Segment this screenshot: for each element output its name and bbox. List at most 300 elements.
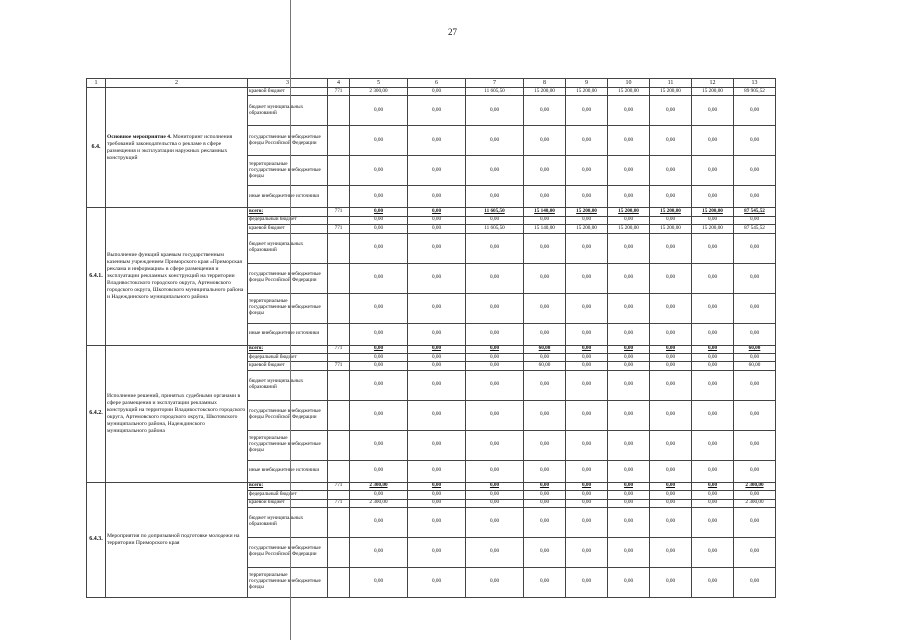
header-cell-2: 2	[106, 79, 248, 88]
amount-cell: 0,00	[408, 400, 466, 430]
amount-cell: 89 905,52	[734, 88, 776, 96]
amount-cell: 0,00	[608, 233, 650, 263]
amount-cell: 0,00	[466, 263, 524, 293]
amount-cell: 0,00	[734, 293, 776, 323]
amount-cell: 0,00	[650, 353, 692, 361]
funding-source: федеральный бюджет	[248, 491, 328, 499]
measure-description: Выполнение функций краевым государственным казенным учреждением Приморского края «Приморская реклама и информация» в сфере размещения и эксплуатации рекламных конструкций на территории Владивостокского городского округа, Артемовского городского округа, Шкотовского муниципального района и Надеждинского муниципального района	[106, 208, 248, 345]
funding-source: краевой бюджет	[248, 362, 328, 370]
amount-cell: 0,00	[608, 400, 650, 430]
header-row	[87, 79, 776, 88]
amount-cell: 0,00	[350, 186, 408, 208]
funding-source: краевой бюджет	[248, 225, 328, 233]
amount-cell: 0,00	[524, 126, 566, 156]
amount-cell: 0,00	[350, 430, 408, 460]
amount-cell: 0,00	[650, 499, 692, 507]
amount-cell: 0,00	[650, 482, 692, 490]
admin-code	[328, 353, 350, 361]
amount-cell: 0,00	[734, 353, 776, 361]
amount-cell: 0,00	[524, 460, 566, 482]
amount-cell: 0,00	[524, 400, 566, 430]
amount-cell: 11 605,50	[466, 88, 524, 96]
amount-cell: 0,00	[466, 293, 524, 323]
amount-cell: 0,00	[350, 537, 408, 567]
amount-cell: 0,00	[524, 186, 566, 208]
amount-cell: 0,00	[466, 370, 524, 400]
amount-cell: 0,00	[608, 507, 650, 537]
amount-cell: 0,00	[466, 96, 524, 126]
amount-cell: 15 200,00	[650, 225, 692, 233]
amount-cell: 0,00	[608, 96, 650, 126]
amount-cell: 0,00	[650, 233, 692, 263]
amount-cell: 0,00	[408, 208, 466, 216]
amount-cell: 0,00	[566, 370, 608, 400]
amount-cell: 0,00	[650, 156, 692, 186]
header-cell-4: 4	[328, 79, 350, 88]
amount-cell: 0,00	[650, 507, 692, 537]
amount-cell: 0,00	[524, 499, 566, 507]
amount-cell: 0,00	[350, 208, 408, 216]
amount-cell: 0,00	[408, 430, 466, 460]
amount-cell: 60,00	[734, 345, 776, 353]
amount-cell: 0,00	[408, 225, 466, 233]
amount-cell: 0,00	[650, 126, 692, 156]
amount-cell: 15 200,00	[692, 88, 734, 96]
header-cell-12: 12	[692, 79, 734, 88]
amount-cell: 0,00	[466, 460, 524, 482]
amount-cell: 0,00	[692, 216, 734, 224]
amount-cell: 0,00	[350, 491, 408, 499]
amount-cell: 0,00	[650, 400, 692, 430]
amount-cell: 0,00	[350, 370, 408, 400]
funding-source: федеральный бюджет	[248, 216, 328, 224]
admin-code	[328, 233, 350, 263]
amount-cell: 0,00	[408, 216, 466, 224]
description-bold-prefix: Основное мероприятие 4.	[107, 133, 172, 140]
amount-cell: 0,00	[650, 323, 692, 345]
amount-cell: 0,00	[466, 507, 524, 537]
header-cell-8: 8	[524, 79, 566, 88]
amount-cell: 0,00	[524, 323, 566, 345]
amount-cell: 0,00	[466, 126, 524, 156]
admin-code	[328, 567, 350, 597]
amount-cell: 0,00	[466, 323, 524, 345]
measure-description: Исполнение решений, принятых судебными органами в сфере размещения и эксплуатации рекламных конструкций на территории Владивостокского городского округа, Артемовского городского округа, Шкотовского муниципального района, Надеждинского муниципального района	[106, 345, 248, 482]
amount-cell: 0,00	[408, 345, 466, 353]
amount-cell: 0,00	[734, 233, 776, 263]
amount-cell: 0,00	[408, 293, 466, 323]
amount-cell: 0,00	[408, 263, 466, 293]
amount-cell: 0,00	[734, 96, 776, 126]
amount-cell: 0,00	[524, 96, 566, 126]
amount-cell: 0,00	[408, 499, 466, 507]
amount-cell: 0,00	[524, 537, 566, 567]
amount-cell: 0,00	[408, 491, 466, 499]
amount-cell: 15 200,00	[608, 88, 650, 96]
amount-cell: 0,00	[466, 491, 524, 499]
header-cell-13: 13	[734, 79, 776, 88]
amount-cell: 15 200,00	[650, 88, 692, 96]
amount-cell: 0,00	[650, 216, 692, 224]
amount-cell: 0,00	[608, 430, 650, 460]
amount-cell: 0,00	[734, 537, 776, 567]
amount-cell: 0,00	[408, 233, 466, 263]
amount-cell: 0,00	[566, 430, 608, 460]
amount-cell: 0,00	[350, 156, 408, 186]
amount-cell: 0,00	[734, 491, 776, 499]
amount-cell: 0,00	[692, 126, 734, 156]
funding-source: государственные внебюджетные фонды Российской Федерации	[248, 537, 328, 567]
amount-cell: 0,00	[692, 96, 734, 126]
measure-code: 6.4.1.	[87, 208, 106, 345]
amount-cell: 0,00	[566, 537, 608, 567]
amount-cell: 0,00	[566, 362, 608, 370]
amount-cell: 0,00	[692, 186, 734, 208]
amount-cell: 0,00	[608, 216, 650, 224]
binding-line	[290, 0, 291, 640]
amount-cell: 0,00	[566, 353, 608, 361]
amount-cell: 0,00	[734, 430, 776, 460]
amount-cell: 0,00	[566, 460, 608, 482]
amount-cell: 0,00	[408, 460, 466, 482]
admin-code	[328, 370, 350, 400]
amount-cell: 0,00	[350, 233, 408, 263]
amount-cell: 0,00	[650, 263, 692, 293]
amount-cell: 0,00	[608, 126, 650, 156]
amount-cell: 15 140,00	[524, 208, 566, 216]
amount-cell: 0,00	[650, 460, 692, 482]
page-number: 27	[448, 27, 457, 37]
header-cell-9: 9	[566, 79, 608, 88]
amount-cell: 87 545,52	[734, 225, 776, 233]
funding-source: бюджет муниципальных образований	[248, 233, 328, 263]
amount-cell: 0,00	[692, 491, 734, 499]
amount-cell: 0,00	[566, 126, 608, 156]
amount-cell: 0,00	[734, 507, 776, 537]
funding-source: краевой бюджет	[248, 499, 328, 507]
amount-cell: 0,00	[466, 216, 524, 224]
amount-cell: 0,00	[650, 491, 692, 499]
amount-cell: 15 200,00	[608, 208, 650, 216]
amount-cell: 2 300,00	[350, 499, 408, 507]
header-cell-5: 5	[350, 79, 408, 88]
amount-cell: 0,00	[350, 293, 408, 323]
amount-cell: 0,00	[566, 156, 608, 186]
amount-cell: 0,00	[734, 126, 776, 156]
amount-cell: 0,00	[692, 400, 734, 430]
amount-cell: 0,00	[566, 491, 608, 499]
amount-cell: 0,00	[408, 482, 466, 490]
amount-cell: 0,00	[692, 507, 734, 537]
amount-cell: 0,00	[466, 345, 524, 353]
amount-cell: 0,00	[608, 460, 650, 482]
amount-cell: 0,00	[608, 263, 650, 293]
amount-cell: 0,00	[650, 430, 692, 460]
admin-code: 771	[328, 482, 350, 490]
amount-cell: 0,00	[734, 567, 776, 597]
amount-cell: 0,00	[608, 345, 650, 353]
amount-cell: 0,00	[566, 216, 608, 224]
admin-code	[328, 156, 350, 186]
admin-code	[328, 293, 350, 323]
amount-cell: 0,00	[408, 353, 466, 361]
amount-cell: 0,00	[350, 216, 408, 224]
amount-cell: 2 300,00	[350, 482, 408, 490]
amount-cell: 0,00	[408, 186, 466, 208]
amount-cell: 0,00	[608, 567, 650, 597]
amount-cell: 0,00	[466, 400, 524, 430]
amount-cell: 0,00	[566, 482, 608, 490]
amount-cell: 0,00	[524, 216, 566, 224]
admin-code	[328, 507, 350, 537]
amount-cell: 60,00	[524, 345, 566, 353]
header-cell-7: 7	[466, 79, 524, 88]
amount-cell: 0,00	[566, 345, 608, 353]
amount-cell: 0,00	[692, 537, 734, 567]
amount-cell: 15 140,00	[524, 225, 566, 233]
admin-code	[328, 430, 350, 460]
amount-cell: 11 605,50	[466, 225, 524, 233]
amount-cell: 0,00	[350, 126, 408, 156]
amount-cell: 0,00	[692, 293, 734, 323]
admin-code	[328, 460, 350, 482]
amount-cell: 0,00	[350, 96, 408, 126]
amount-cell: 0,00	[734, 460, 776, 482]
amount-cell: 2 300,00	[734, 482, 776, 490]
amount-cell: 0,00	[692, 460, 734, 482]
funding-source: государственные внебюджетные фонды Российской Федерации	[248, 263, 328, 293]
admin-code	[328, 216, 350, 224]
table-row	[87, 208, 776, 216]
amount-cell: 0,00	[524, 293, 566, 323]
amount-cell: 15 200,00	[566, 225, 608, 233]
amount-cell: 0,00	[524, 263, 566, 293]
header-cell-6: 6	[408, 79, 466, 88]
funding-source: бюджет муниципальных образований	[248, 370, 328, 400]
amount-cell: 11 605,50	[466, 208, 524, 216]
amount-cell: 0,00	[608, 156, 650, 186]
budget-table	[86, 78, 776, 598]
admin-code: 771	[328, 208, 350, 216]
table-row	[87, 345, 776, 353]
amount-cell: 0,00	[650, 293, 692, 323]
admin-code	[328, 263, 350, 293]
funding-source: территориальные государственные внебюджетные фонды	[248, 430, 328, 460]
admin-code	[328, 186, 350, 208]
amount-cell: 15 200,00	[566, 88, 608, 96]
amount-cell: 0,00	[350, 345, 408, 353]
amount-cell: 0,00	[408, 567, 466, 597]
amount-cell: 0,00	[734, 186, 776, 208]
amount-cell: 0,00	[650, 537, 692, 567]
amount-cell: 0,00	[692, 430, 734, 460]
amount-cell: 0,00	[524, 370, 566, 400]
admin-code: 771	[328, 499, 350, 507]
amount-cell: 0,00	[734, 370, 776, 400]
admin-code	[328, 491, 350, 499]
amount-cell: 0,00	[566, 323, 608, 345]
funding-source: краевой бюджет	[248, 88, 328, 96]
description-rest: Мониторинг исполнения требований законодательства о рекламе в сфере размещения и эксплуатации наружных рекламных конструкций	[107, 133, 233, 161]
amount-cell: 0,00	[408, 126, 466, 156]
amount-cell: 15 200,00	[524, 88, 566, 96]
amount-cell: 0,00	[692, 370, 734, 400]
amount-cell: 0,00	[692, 345, 734, 353]
amount-cell: 15 200,00	[692, 225, 734, 233]
amount-cell: 0,00	[408, 96, 466, 126]
amount-cell: 0,00	[566, 233, 608, 263]
amount-cell: 0,00	[608, 353, 650, 361]
amount-cell: 0,00	[408, 362, 466, 370]
measure-description: Мероприятия по допризывной подготовке молодежи на территории Приморского края	[106, 482, 248, 597]
table-row	[87, 482, 776, 490]
amount-cell: 0,00	[566, 400, 608, 430]
admin-code: 771	[328, 88, 350, 96]
amount-cell: 15 200,00	[566, 208, 608, 216]
amount-cell: 0,00	[650, 362, 692, 370]
amount-cell: 0,00	[692, 362, 734, 370]
amount-cell: 0,00	[466, 537, 524, 567]
amount-cell: 0,00	[692, 567, 734, 597]
amount-cell: 0,00	[408, 507, 466, 537]
amount-cell: 0,00	[650, 96, 692, 126]
amount-cell: 0,00	[350, 460, 408, 482]
amount-cell: 15 200,00	[692, 208, 734, 216]
measure-code: 6.4.	[87, 88, 106, 208]
amount-cell: 0,00	[650, 345, 692, 353]
amount-cell: 0,00	[466, 362, 524, 370]
amount-cell: 0,00	[734, 400, 776, 430]
table-row	[87, 88, 776, 96]
amount-cell: 0,00	[466, 499, 524, 507]
amount-cell: 0,00	[524, 430, 566, 460]
amount-cell: 0,00	[566, 567, 608, 597]
amount-cell: 0,00	[734, 323, 776, 345]
amount-cell: 0,00	[692, 233, 734, 263]
amount-cell: 0,00	[566, 96, 608, 126]
funding-source: всего:	[248, 482, 328, 490]
amount-cell: 0,00	[350, 362, 408, 370]
funding-source: иные внебюджетные источники	[248, 186, 328, 208]
amount-cell: 0,00	[524, 156, 566, 186]
amount-cell: 0,00	[408, 156, 466, 186]
amount-cell: 0,00	[566, 499, 608, 507]
funding-source: федеральный бюджет	[248, 353, 328, 361]
amount-cell: 0,00	[692, 482, 734, 490]
funding-source: бюджет муниципальных образований	[248, 96, 328, 126]
amount-cell: 0,00	[524, 233, 566, 263]
amount-cell: 0,00	[466, 156, 524, 186]
amount-cell: 0,00	[350, 353, 408, 361]
amount-cell: 0,00	[350, 323, 408, 345]
header-cell-3: 3	[248, 79, 328, 88]
header-cell-10: 10	[608, 79, 650, 88]
admin-code: 771	[328, 225, 350, 233]
amount-cell: 0,00	[608, 499, 650, 507]
amount-cell: 0,00	[692, 323, 734, 345]
amount-cell: 0,00	[692, 353, 734, 361]
amount-cell: 87 545,52	[734, 208, 776, 216]
measure-code: 6.4.3.	[87, 482, 106, 597]
amount-cell: 0,00	[608, 370, 650, 400]
funding-source: территориальные государственные внебюджетные фонды	[248, 567, 328, 597]
amount-cell: 0,00	[692, 156, 734, 186]
amount-cell: 0,00	[524, 482, 566, 490]
amount-cell: 0,00	[408, 370, 466, 400]
funding-source: государственные внебюджетные фонды Российской Федерации	[248, 126, 328, 156]
amount-cell: 0,00	[566, 263, 608, 293]
amount-cell: 0,00	[350, 567, 408, 597]
amount-cell: 0,00	[692, 263, 734, 293]
amount-cell: 0,00	[466, 430, 524, 460]
header-cell-1: 1	[87, 79, 106, 88]
amount-cell: 0,00	[608, 482, 650, 490]
amount-cell: 0,00	[566, 507, 608, 537]
amount-cell: 0,00	[608, 323, 650, 345]
funding-source: территориальные государственные внебюджетные фонды	[248, 156, 328, 186]
measure-code: 6.4.2.	[87, 345, 106, 482]
funding-source: иные внебюджетные источники	[248, 460, 328, 482]
amount-cell: 60,00	[524, 362, 566, 370]
funding-source: иные внебюджетные источники	[248, 323, 328, 345]
admin-code: 771	[328, 362, 350, 370]
funding-source: всего:	[248, 345, 328, 353]
funding-source: государственные внебюджетные фонды Российской Федерации	[248, 400, 328, 430]
amount-cell: 2 300,00	[350, 88, 408, 96]
admin-code	[328, 400, 350, 430]
funding-source: всего:	[248, 208, 328, 216]
amount-cell: 0,00	[350, 225, 408, 233]
amount-cell: 0,00	[524, 507, 566, 537]
amount-cell: 0,00	[650, 370, 692, 400]
header-cell-11: 11	[650, 79, 692, 88]
amount-cell: 15 200,00	[650, 208, 692, 216]
amount-cell: 0,00	[692, 499, 734, 507]
amount-cell: 0,00	[466, 482, 524, 490]
amount-cell: 0,00	[524, 353, 566, 361]
measure-description	[106, 88, 248, 208]
admin-code	[328, 323, 350, 345]
amount-cell: 0,00	[408, 323, 466, 345]
amount-cell: 60,00	[734, 362, 776, 370]
amount-cell: 0,00	[566, 293, 608, 323]
amount-cell: 0,00	[350, 263, 408, 293]
funding-source: территориальные государственные внебюджетные фонды	[248, 293, 328, 323]
amount-cell: 0,00	[408, 537, 466, 567]
amount-cell: 2 300,00	[734, 499, 776, 507]
amount-cell: 0,00	[524, 567, 566, 597]
funding-source: бюджет муниципальных образований	[248, 507, 328, 537]
amount-cell: 0,00	[466, 233, 524, 263]
amount-cell: 0,00	[734, 263, 776, 293]
amount-cell: 0,00	[608, 186, 650, 208]
amount-cell: 0,00	[608, 491, 650, 499]
amount-cell: 0,00	[350, 507, 408, 537]
amount-cell: 0,00	[466, 353, 524, 361]
amount-cell: 0,00	[466, 186, 524, 208]
amount-cell: 0,00	[650, 186, 692, 208]
amount-cell: 0,00	[566, 186, 608, 208]
admin-code	[328, 537, 350, 567]
amount-cell: 15 200,00	[608, 225, 650, 233]
amount-cell: 0,00	[608, 362, 650, 370]
amount-cell: 0,00	[608, 293, 650, 323]
admin-code: 771	[328, 345, 350, 353]
admin-code	[328, 96, 350, 126]
admin-code	[328, 126, 350, 156]
amount-cell: 0,00	[350, 400, 408, 430]
amount-cell: 0,00	[408, 88, 466, 96]
